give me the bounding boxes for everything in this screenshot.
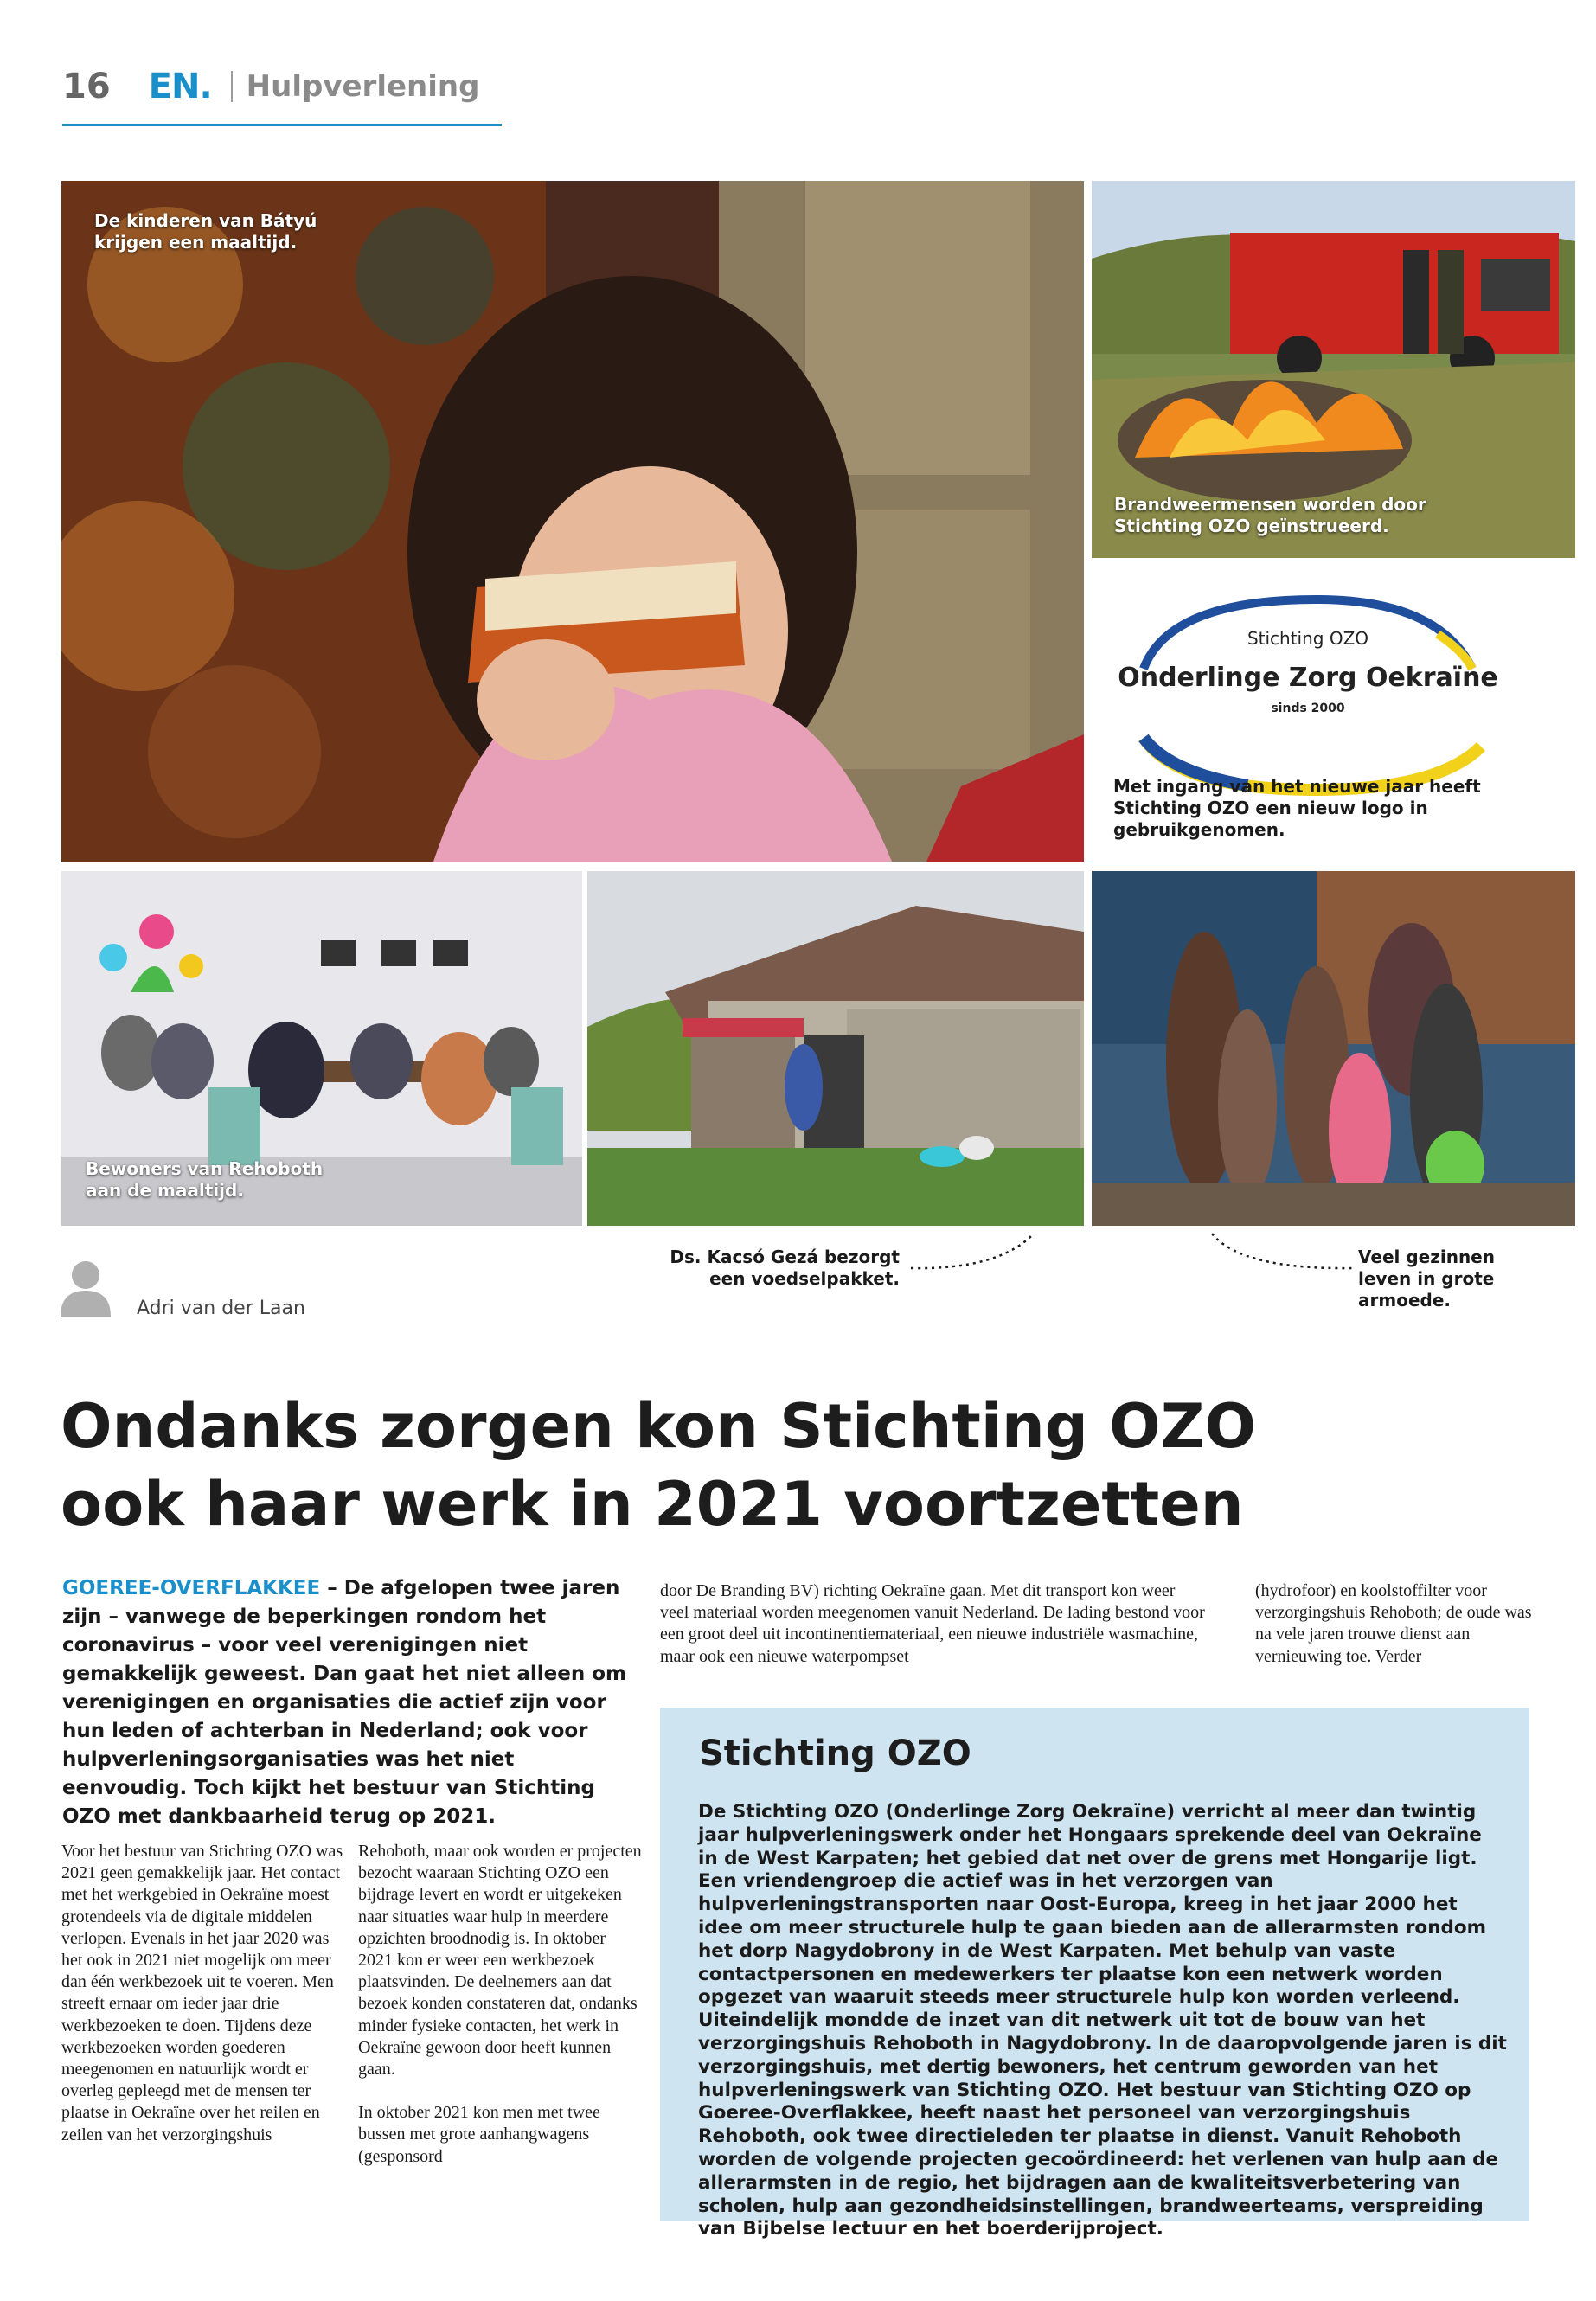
photo-girl-eating [61,181,1084,862]
caption-logo: Met ingang van het nieuwe jaar heeft Stichting OZO een nieuw logo in gebruikgenomen. [1113,776,1481,840]
caption-girl: De kinderen van Bátyú krijgen een maaltijd. [94,210,317,253]
logo-name-line: Onderlinge Zorg Oekraïne [1118,663,1498,693]
section-title: Hulpverlening [246,69,480,104]
author-name: Adri van der Laan [137,1298,305,1319]
body-col3-text: door De Branding BV) richting Oekraïne gaan. Met dit transport kon weer veel materiaal worden meegenomen vanuit Nederland. De lading bestond voor een groot deel uit incontinentiemateriaal, een nieuwe industriële wasmachine, maar ook een nieuwe waterpompset [660,1581,1205,1666]
headline-line-2: ook haar werk in 2021 voortzetten [61,1469,1244,1540]
photo-girl-eating-image [61,181,1084,862]
photo-firefighters [1092,181,1575,558]
infobox-text: De Stichting OZO (Onderlinge Zorg Oekraïne) verricht al meer dan twintig jaar hulpverleningswerk onder het Hongaars sprekende deel van Oekraïne in de West Karpaten; het gebied dat net over de grens met Hongarije ligt. Een vriendengroep die actief was in het verzorgen van hulpverleningstransporten naar Oost-Europa, kreeg in het jaar 2000 het idee om meer structurele hulp te gaan bieden aan de allerarmsten rondom het dorp Nagydobrony in de West Karpaten. Met behulp van vaste contactpersonen en medewerkers ter plaatse kon een netwerk worden opgezet van waaruit steeds meer structurele hulp kon worden verleend. Uiteindelijk mondde de inzet van dit netwerk uit tot de bouw van het verzorgingshuis Rehoboth in Nagydobrony. In de daaropvolgende jaren is dit verzorgingshuis, met dertig bewoners, het centrum geworden van het hulpverleningswerk van Stichting OZO. Het bestuur van Stichting OZO op Goeree-Overflakkee, heeft naast het personeel van verzorgingshuis Rehoboth, ook twee directieleden ter plaatse in dienst. Vanuit Rehoboth worden de volgende projecten gecoördineerd: het verlenen van hulp aan de allerarmsten in de regio, het bijdragen aan de kwaliteitsverbetering van scholen, hulp aan gezondheidsinstellingen, brandweerteams, verspreiding van Bijbelse lectuur en het boerderijproject. [698,1801,1507,2240]
headline-line-1: Ondanks zorgen kon Stichting OZO [61,1391,1256,1462]
photo-family [1092,871,1575,1226]
header-divider [231,71,233,102]
infobox-title: Stichting OZO [699,1734,971,1773]
body-col2-p2: In oktober 2021 kon men met twee bussen met grote aanhangwagens (gesponsord [358,2103,600,2166]
body-column-2 [358,1841,644,2168]
logo-since-line: sinds 2000 [1271,702,1345,715]
body-col2-p1: Rehoboth, maar ook worden er projecten bezocht waaraan Stichting OZO een bijdrage levert en wordt er uitgekeken naar situaties waar hulp in meerdere opzichten broodnodig is. In oktober 2021 kon er weer een werkbezoek plaatsvinden. De deelnemers aan dat bezoek konden constateren dat, ondanks minder fysieke contacten, het werk in Oekraïne gewoon door heeft kunnen gaan. [358,1842,642,2080]
body-col4-text: (hydrofoor) en koolstoffilter voor verzorgingshuis Rehoboth; de oude was na vele jaren trouwe dienst aan vernieuwing toe. Verder [1255,1581,1532,1666]
caption-firefighters: Brandweermensen worden door Stichting OZO geïnstrueerd. [1114,494,1426,536]
lead-paragraph [62,1574,633,1831]
body-col1-text: Voor het bestuur van Stichting OZO was 2021 geen gemakkelijk jaar. Het contact met het werkgebied in Oekraïne moest grotendeels via de digitale middelen verlopen. Evenals in het jaar 2020 was het ook in 2021 niet mogelijk om meer dan één werkbezoek uit te voeren. Men streeft ernaar om ieder jaar drie werkbezoeken te doen. Tijdens deze werkbezoeken worden goederen meegenomen en natuurlijk wordt er overleg gepleegd met de mensen ter plaatse in Oekraïne over het reilen en zeilen van het verzorgingshuis [61,1842,343,2144]
headline [61,1388,1531,1543]
caption-family: Veel gezinnen leven in grote armoede. [1358,1247,1495,1311]
brand-logo: EN. [148,67,212,106]
caption-dining: Bewoners van Rehoboth aan de maaltijd. [86,1158,324,1201]
caption-family-pointer [1207,1228,1362,1280]
page-header [62,64,479,109]
photo-house-image [587,871,1084,1226]
photo-dining-room [61,871,582,1226]
body-column-1 [61,1841,347,2146]
body-column-4 [1255,1580,1541,1668]
body-column-3 [660,1580,1205,1668]
photo-house [587,871,1084,1226]
page-number: 16 [62,67,111,106]
logo-org-line: Stichting OZO [1247,628,1369,649]
caption-house: Ds. Kacsó Gezá bezorgt een voedselpakket. [670,1247,900,1289]
ozo-logo-panel [1092,574,1575,863]
photo-family-image [1092,871,1575,1226]
dateline-location: GOEREE-OVERFLAKKEE [62,1577,321,1599]
infobox-stichting-ozo [660,1708,1529,2240]
caption-house-pointer [904,1228,1042,1280]
author-avatar-icon [61,1259,111,1317]
header-rule [62,124,502,126]
lead-text: – De afgelopen twee jaren zijn – vanwege de beperkingen rondom het coronavirus – voor veel verenigingen niet gemakkelijk geweest. Dan gaat het niet alleen om verenigingen en organisaties die actief zijn voor hun leden of achterban in Nederland; ook voor hulpverleningsorganisaties was het niet eenvoudig. Toch kijkt het bestuur van Stichting OZO met dankbaarheid terug op 2021. [62,1577,626,1828]
